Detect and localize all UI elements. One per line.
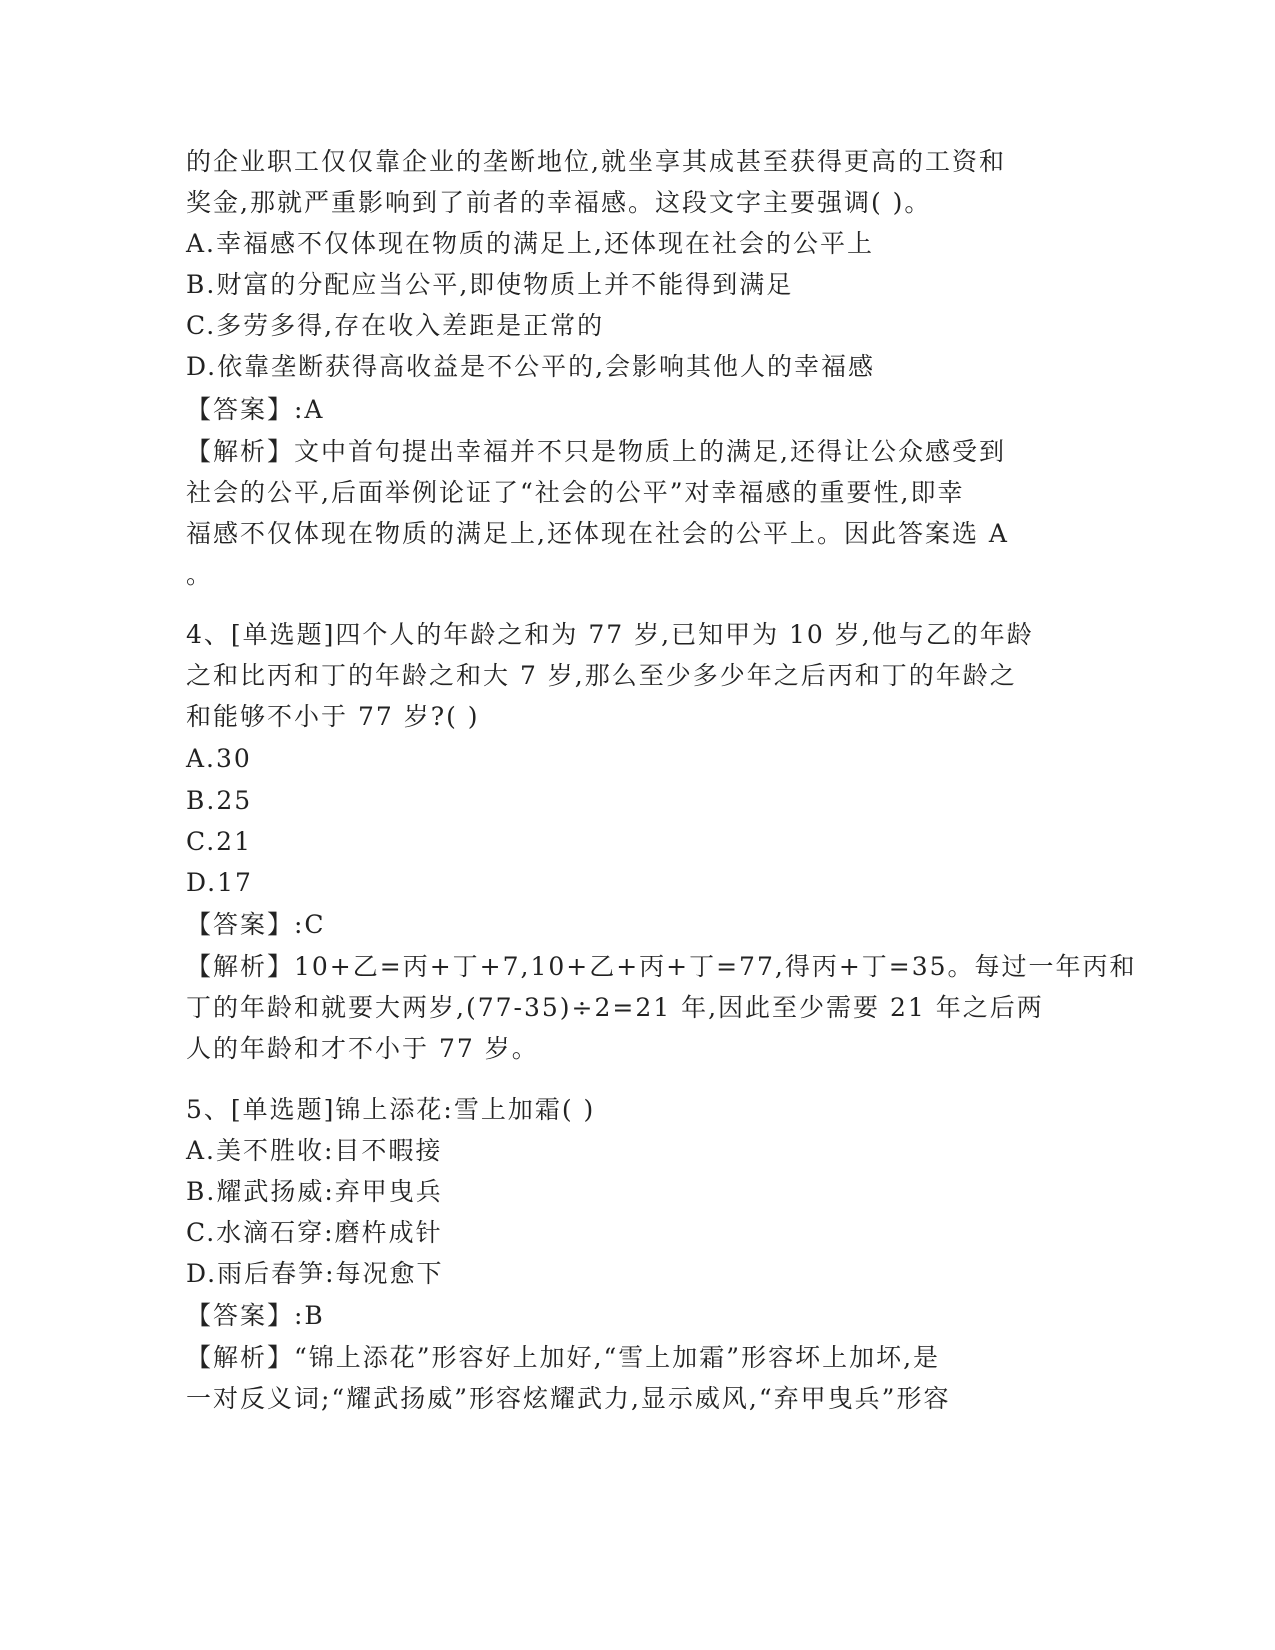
q5-answer: 【答案】:B bbox=[186, 1301, 325, 1330]
q3-option-d: D.依靠垄断获得高收益是不公平的,会影响其他人的幸福感 bbox=[186, 352, 876, 381]
q3-analysis-line-4: 。 bbox=[186, 560, 214, 589]
q3-analysis-line-3: 福感不仅体现在物质的满足上,还体现在社会的公平上。因此答案选 A bbox=[186, 519, 1009, 548]
q3-analysis-line-1: 【解析】文中首句提出幸福并不只是物质上的满足,还得让公众感受到 bbox=[186, 437, 1006, 466]
q4-stem-line-2: 之和比丙和丁的年龄之和大 7 岁,那么至少多少年之后丙和丁的年龄之 bbox=[186, 661, 1017, 690]
q3-stem-line-2: 奖金,那就严重影响到了前者的幸福感。这段文字主要强调( )。 bbox=[186, 188, 932, 217]
q5-option-a: A.美不胜收:目不暇接 bbox=[186, 1136, 443, 1165]
q4-option-a: A.30 bbox=[186, 744, 252, 773]
q3-stem-line-1: 的企业职工仅仅靠企业的垄断地位,就坐享其成甚至获得更高的工资和 bbox=[186, 147, 1006, 176]
q4-analysis-line-2: 丁的年龄和就要大两岁,(77-35)÷2=21 年,因此至少需要 21 年之后两 bbox=[186, 993, 1044, 1022]
q5-analysis-line-1: 【解析】“锦上添花”形容好上加好,“雪上加霜”形容坏上加坏,是 bbox=[186, 1343, 941, 1372]
q5-analysis-line-2: 一对反义词;“耀武扬威”形容炫耀武力,显示威风,“弃甲曳兵”形容 bbox=[186, 1384, 951, 1413]
q4-answer: 【答案】:C bbox=[186, 910, 326, 939]
q3-option-a: A.幸福感不仅体现在物质的满足上,还体现在社会的公平上 bbox=[186, 229, 874, 258]
q4-option-b: B.25 bbox=[186, 786, 253, 815]
q3-answer: 【答案】:A bbox=[186, 395, 325, 424]
q4-analysis-line-1: 【解析】10+乙=丙+丁+7,10+乙+丙+丁=77,得丙+丁=35。每过一年丙和 bbox=[186, 952, 1137, 981]
q4-option-d: D.17 bbox=[186, 868, 253, 897]
q4-stem-line-3: 和能够不小于 77 岁?( ) bbox=[186, 702, 480, 731]
q5-option-c: C.水滴石穿:磨杵成针 bbox=[186, 1218, 443, 1247]
q3-option-b: B.财富的分配应当公平,即使物质上并不能得到满足 bbox=[186, 270, 794, 299]
q4-analysis-line-3: 人的年龄和才不小于 77 岁。 bbox=[186, 1034, 539, 1063]
q4-option-c: C.21 bbox=[186, 827, 252, 856]
q3-option-c: C.多劳多得,存在收入差距是正常的 bbox=[186, 311, 605, 340]
q5-option-d: D.雨后春笋:每况愈下 bbox=[186, 1259, 444, 1288]
q3-analysis-line-2: 社会的公平,后面举例论证了“社会的公平”对幸福感的重要性,即幸 bbox=[186, 478, 965, 507]
q4-stem-line-1: 4、[单选题]四个人的年龄之和为 77 岁,已知甲为 10 岁,他与乙的年龄 bbox=[186, 620, 1034, 649]
q5-option-b: B.耀武扬威:弃甲曳兵 bbox=[186, 1177, 443, 1206]
q5-stem: 5、[单选题]锦上添花:雪上加霜( ) bbox=[186, 1095, 596, 1124]
